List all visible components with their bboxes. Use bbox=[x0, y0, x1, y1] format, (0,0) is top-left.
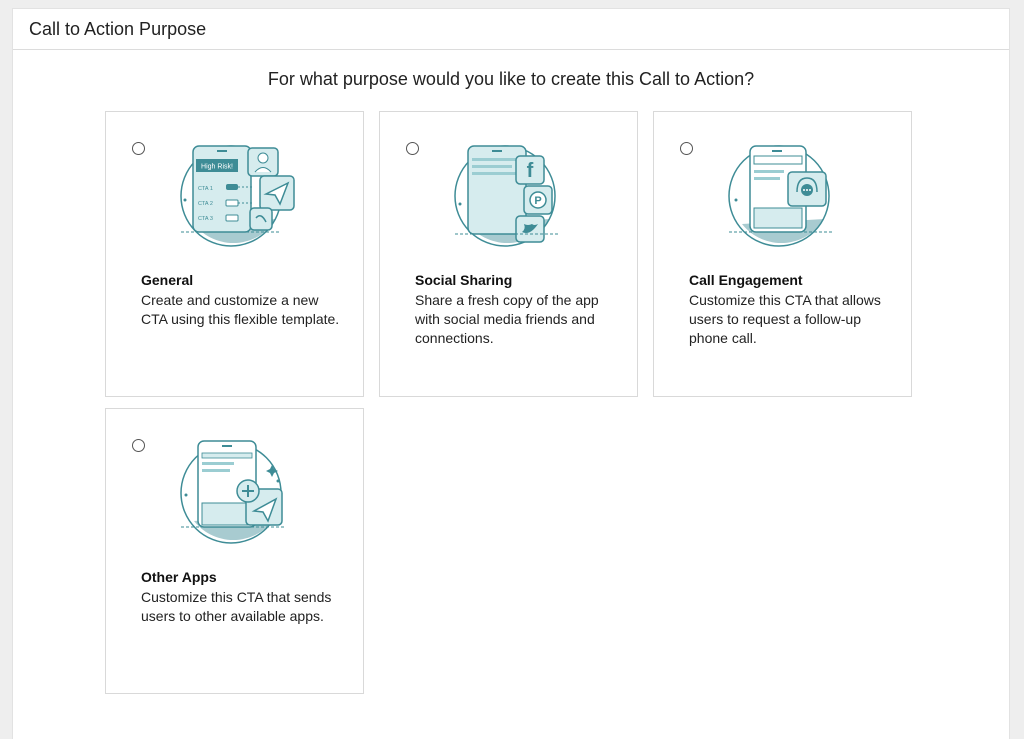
cta2-text: CTA 2 bbox=[198, 201, 213, 207]
cta3-text: CTA 3 bbox=[198, 216, 213, 222]
radio-call-engagement[interactable] bbox=[680, 142, 693, 155]
svg-text:f: f bbox=[526, 160, 534, 182]
radio-other-apps[interactable] bbox=[132, 439, 145, 452]
general-illustration-icon bbox=[176, 134, 306, 254]
card-title-other-apps: Other Apps bbox=[141, 569, 217, 585]
social-sharing-illustration-icon bbox=[450, 134, 580, 254]
radio-social-sharing[interactable] bbox=[406, 142, 419, 155]
cta1-text: CTA 1 bbox=[198, 186, 213, 192]
card-desc-general: Create and customize a new CTA using this flexible template. bbox=[141, 292, 340, 327]
purpose-card-other-apps[interactable] bbox=[105, 408, 364, 694]
page-title: Call to Action Purpose bbox=[29, 18, 207, 39]
radio-general[interactable] bbox=[132, 142, 145, 155]
card-desc-other-apps: Customize this CTA that sends users to other available apps. bbox=[141, 589, 332, 624]
card-title-general: General bbox=[141, 272, 194, 288]
card-title-call-engagement: Call Engagement bbox=[689, 272, 803, 288]
svg-text:P: P bbox=[534, 195, 542, 207]
purpose-card-social-sharing[interactable] bbox=[379, 111, 638, 397]
card-desc-call-engagement: Customize this CTA that allows users to request a follow-up phone call. bbox=[689, 292, 881, 346]
other-apps-illustration-icon bbox=[176, 431, 306, 551]
call-engagement-illustration-icon bbox=[724, 134, 854, 254]
purpose-card-general[interactable] bbox=[105, 111, 364, 397]
card-desc-social-sharing: Share a fresh copy of the app with social media friends and connections. bbox=[415, 292, 599, 346]
purpose-card-call-engagement[interactable] bbox=[653, 111, 912, 397]
purpose-question: For what purpose would you like to create this Call to Action? bbox=[267, 69, 755, 89]
dialog-panel bbox=[12, 8, 1010, 739]
card-title-social-sharing: Social Sharing bbox=[415, 272, 513, 288]
high-risk-badge-text: High Risk! bbox=[201, 163, 233, 171]
panel-header bbox=[13, 9, 1009, 50]
